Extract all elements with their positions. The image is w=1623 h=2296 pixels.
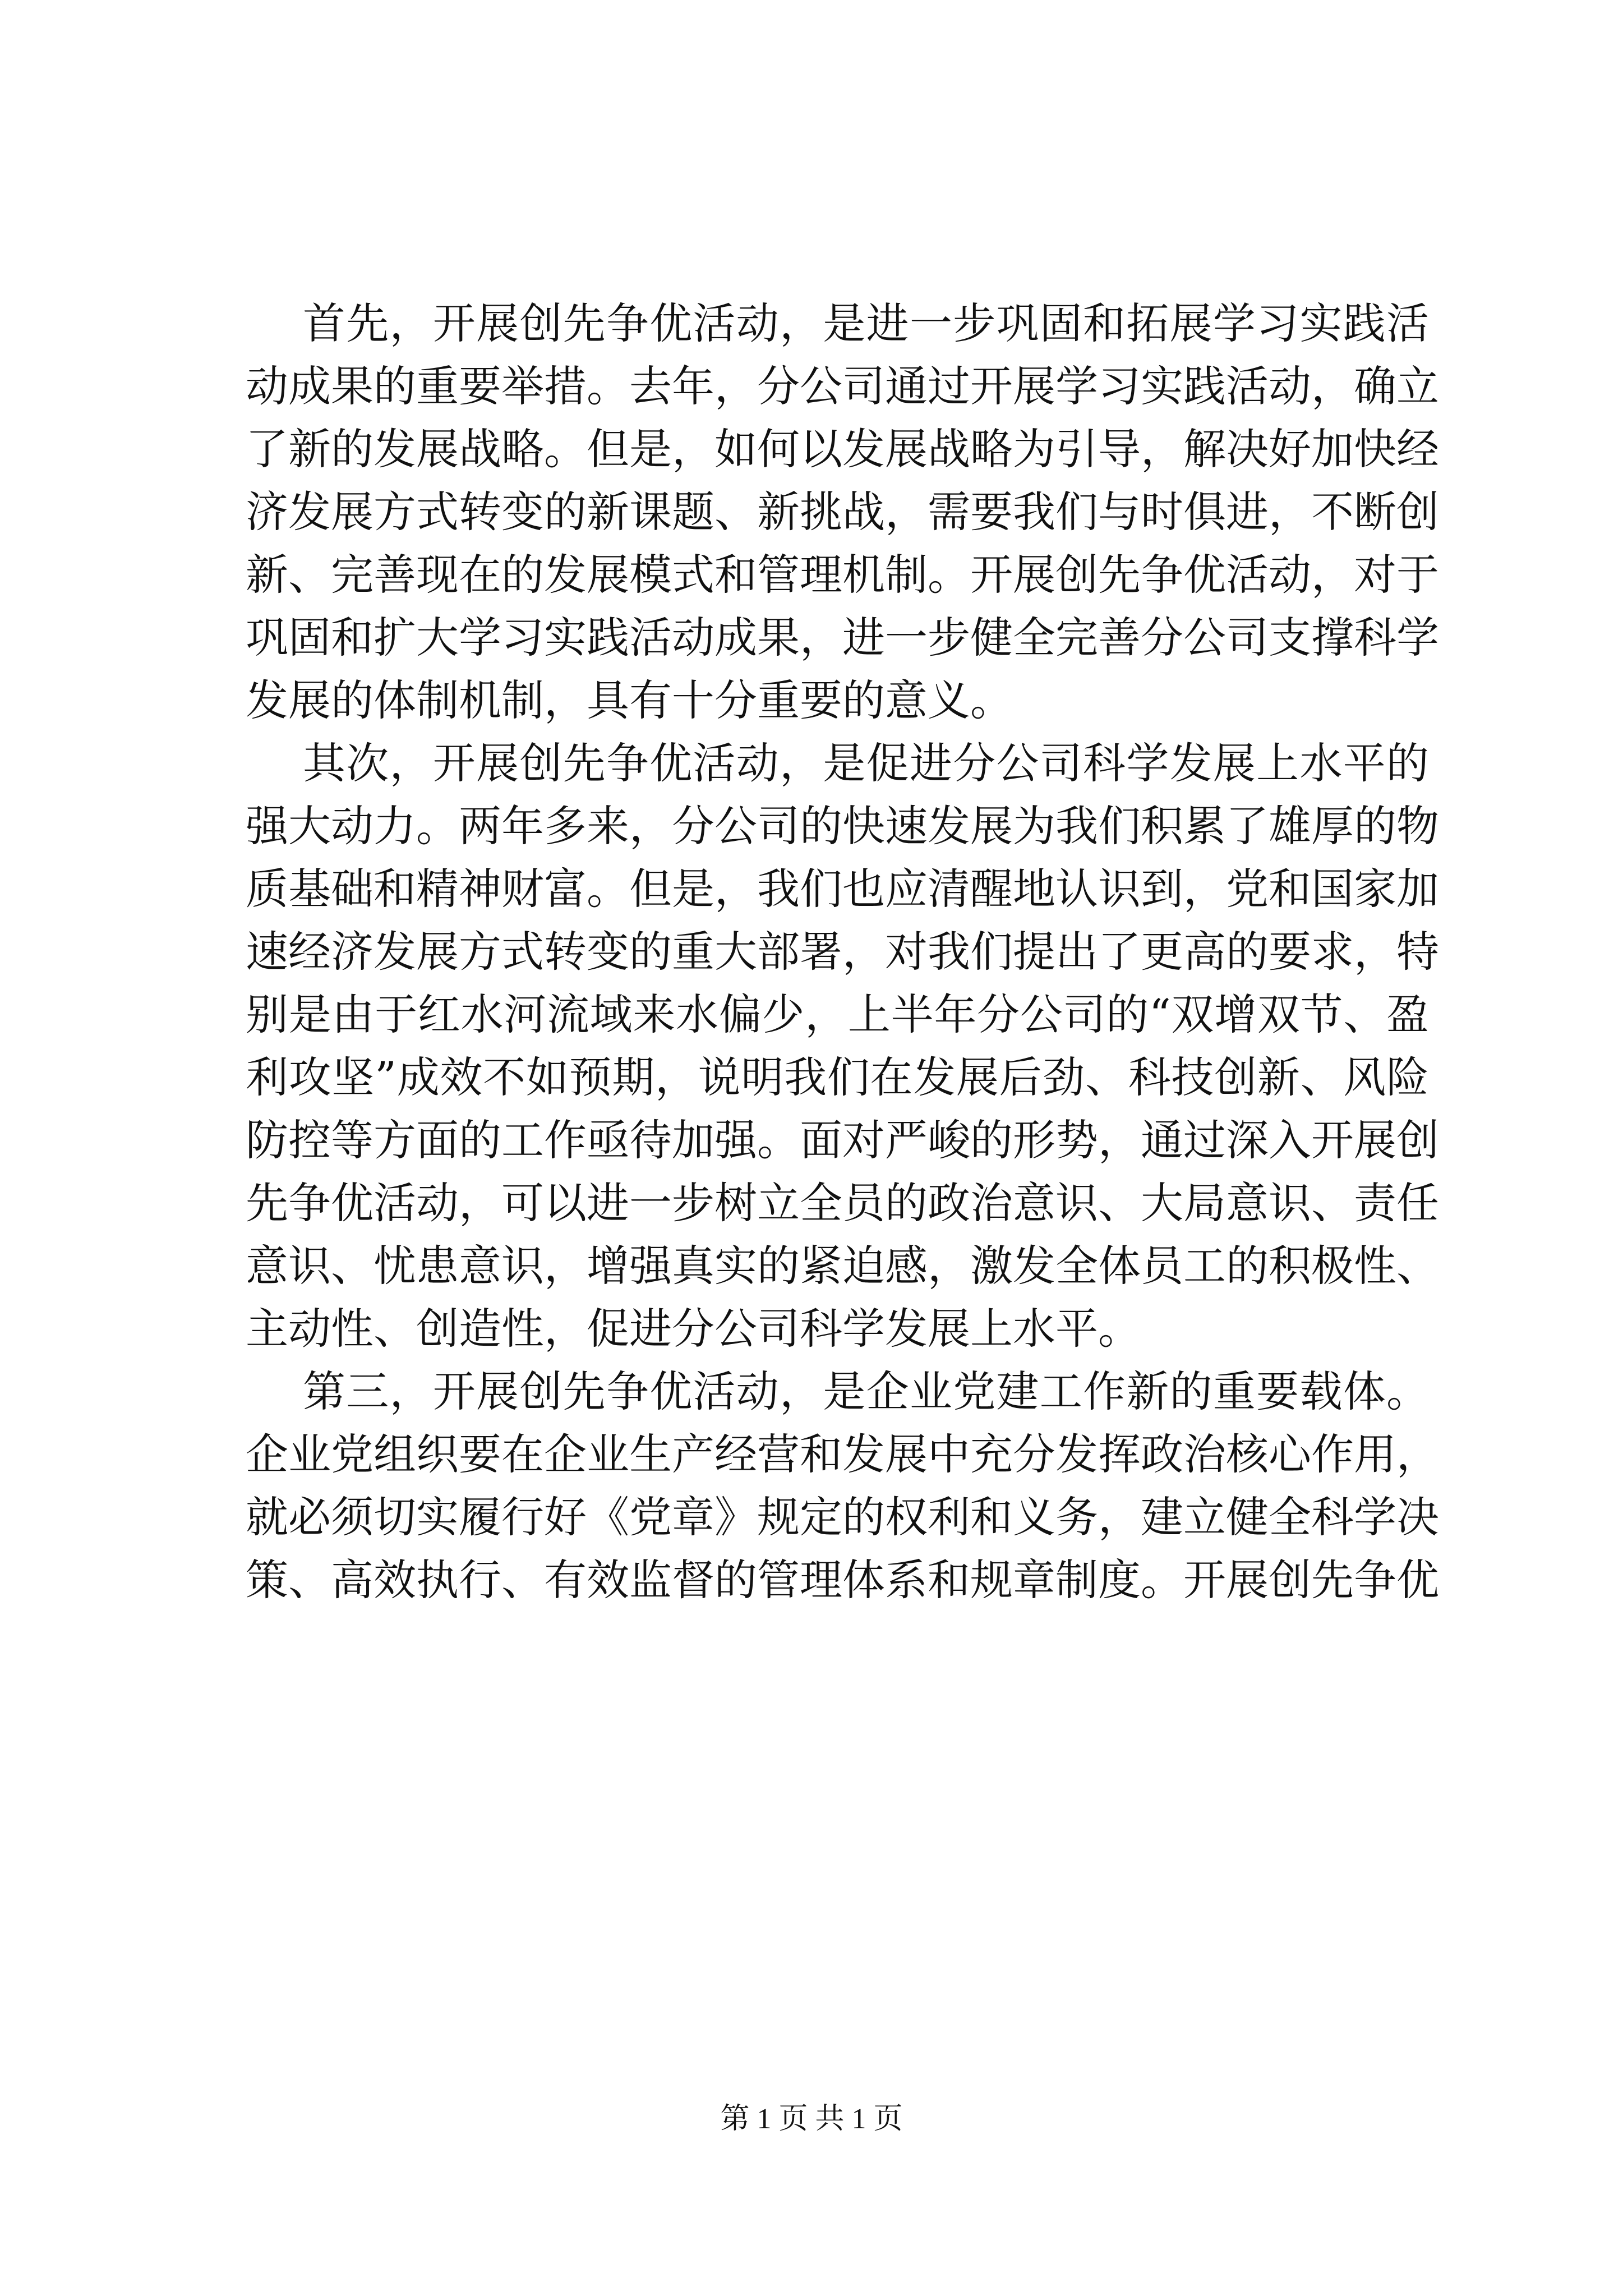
paragraph-3-line-3: 就必须切实履行好《党章》规定的权利和义务，建立健全科学决 [246, 1492, 1439, 1542]
paragraph-2-line-1: 其次，开展创先争优活动，是促进分公司科学发展上水平的 [303, 738, 1429, 788]
paragraph-3-line-1: 第三，开展创先争优活动，是企业党建工作新的重要载体。 [303, 1366, 1429, 1416]
paragraph-2-line-2: 强大动力。两年多来，分公司的快速发展为我们积累了雄厚的物 [246, 801, 1439, 851]
paragraph-2-line-7: 防控等方面的工作亟待加强。面对严峻的形势，通过深入开展创 [246, 1115, 1439, 1165]
paragraph-3-line-4: 策、高效执行、有效监督的管理体系和规章制度。开展创先争优 [246, 1555, 1439, 1605]
paragraph-3-line-2: 企业党组织要在企业生产经营和发展中充分发挥政治核心作用， [246, 1429, 1439, 1479]
paragraph-2-line-10: 主动性、创造性，促进分公司科学发展上水平。 [246, 1304, 1141, 1354]
paragraph-1-line-2: 动成果的重要举措。去年，分公司通过开展学习实践活动，确立 [246, 361, 1439, 411]
paragraph-2-line-4: 速经济发展方式转变的重大部署，对我们提出了更高的要求，特 [246, 927, 1439, 977]
paragraph-2-line-6: 利攻坚”成效不如预期，说明我们在发展后劲、科技创新、风险 [246, 1052, 1429, 1102]
page-footer: 第 1 页 共 1 页 [720, 2103, 903, 2135]
paragraph-2-line-3: 质基础和精神财富。但是，我们也应清醒地认识到，党和国家加 [246, 864, 1439, 914]
paragraph-1-line-3: 了新的发展战略。但是，如何以发展战略为引导，解决好加快经 [246, 424, 1439, 474]
paragraph-2-line-5: 别是由于红水河流域来水偏少，上半年分公司的“双增双节、盈 [246, 990, 1429, 1039]
paragraph-1-line-7: 发展的体制机制，具有十分重要的意义。 [246, 675, 1013, 725]
paragraph-1-line-5: 新、完善现在的发展模式和管理机制。开展创先争优活动，对于 [246, 550, 1439, 600]
paragraph-1-line-4: 济发展方式转变的新课题、新挑战，需要我们与时俱进，不断创 [246, 487, 1439, 537]
paragraph-2-line-8: 先争优活动，可以进一步树立全员的政治意识、大局意识、责任 [246, 1178, 1439, 1228]
paragraph-1-line-6: 巩固和扩大学习实践活动成果，进一步健全完善分公司支撑科学 [246, 613, 1439, 662]
paragraph-2-line-9: 意识、忧患意识，增强真实的紧迫感，激发全体员工的积极性、 [246, 1241, 1439, 1291]
paragraph-1-line-1: 首先，开展创先争优活动，是进一步巩固和拓展学习实践活 [303, 298, 1429, 348]
